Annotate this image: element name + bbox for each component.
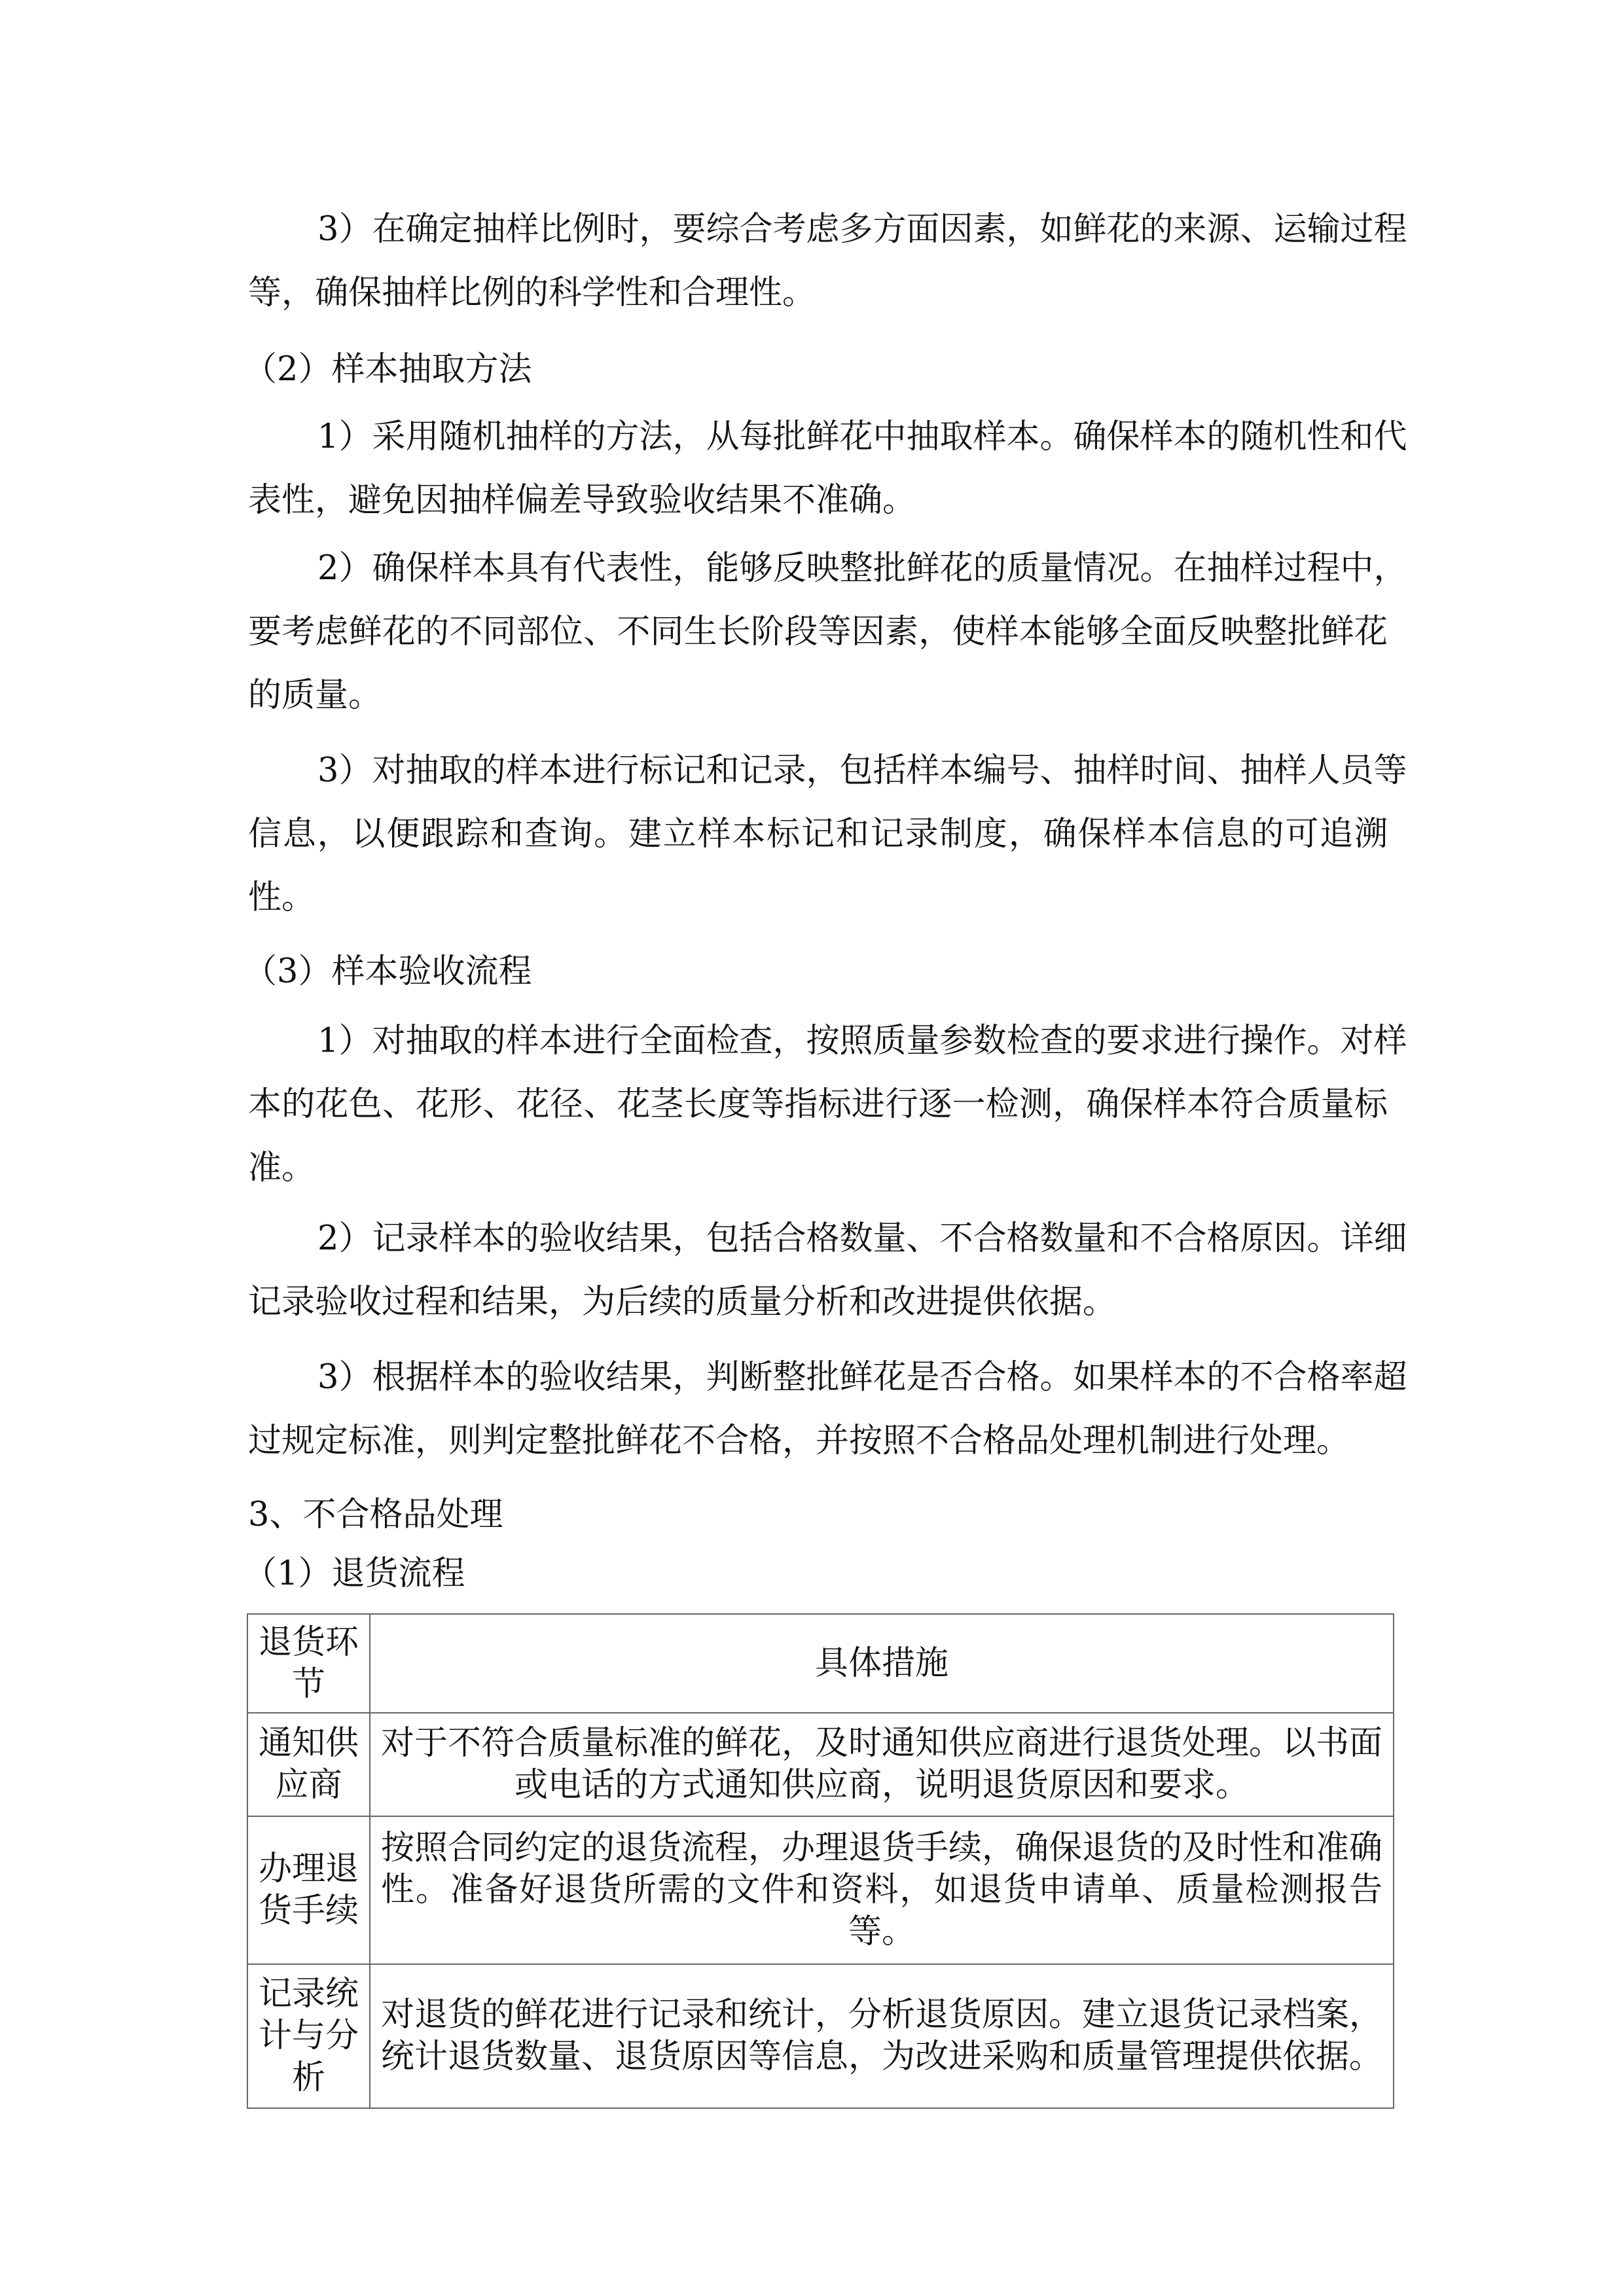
paragraph-line: 2）记录样本的验收结果，包括合格数量、不合格数量和不合格原因。详细: [317, 1219, 1407, 1258]
paragraph-line: 信息，以便跟踪和查询。建立样本标记和记录制度，确保样本信息的可追溯: [248, 815, 1388, 853]
cell-line: 对于不符合质量标准的鲜花，及时通知供应商进行退货处理。以书面: [381, 1724, 1383, 1763]
paragraph-line: 2）确保样本具有代表性，能够反映整批鲜花的质量情况。在抽样过程中，: [317, 549, 1407, 588]
cell-line: 对退货的鲜花进行记录和统计，分析退货原因。建立退货记录档案，: [381, 1996, 1383, 2034]
stage-cell: [247, 1713, 370, 1816]
paragraph-sample-marking: [248, 739, 1407, 929]
cell-line: 或电话的方式通知供应商，说明退货原因和要求。: [514, 1766, 1250, 1804]
cell-line: 通知供: [259, 1724, 359, 1763]
paragraph-judge-batch: [248, 1346, 1407, 1473]
cell-line: 统计退货数量、退货原因等信息，为改进采购和质量管理提供依据。: [381, 2037, 1383, 2076]
heading-acceptance-process: （3）样本验收流程: [244, 952, 532, 991]
cell-line: 按照合同约定的退货流程，办理退货手续，确保退货的及时性和准确: [381, 1829, 1383, 1867]
table-row: [247, 1964, 1394, 2108]
paragraph-line: 3）在确定抽样比例时，要综合考虑多方面因素，如鲜花的来源、运输过程: [317, 210, 1407, 249]
paragraph-line: 等，确保抽样比例的科学性和合理性。: [248, 274, 816, 312]
heading-sampling-method: （2）样本抽取方法: [244, 350, 532, 389]
header-measures-cell: [370, 1614, 1394, 1713]
cell-line: 具体措施: [815, 1643, 949, 1683]
paragraph-line: 1）采用随机抽样的方法，从每批鲜花中抽取样本。确保样本的随机性和代: [317, 418, 1407, 456]
return-process-table: [247, 1613, 1394, 2109]
paragraph-line: 3）对抽取的样本进行标记和记录，包括样本编号、抽样时间、抽样人员等: [317, 751, 1407, 790]
measures-cell: [370, 1816, 1394, 1964]
cell-line: 货手续: [259, 1892, 359, 1930]
cell-line: 等。: [848, 1912, 916, 1951]
paragraph-line: 的质量。: [248, 676, 382, 715]
paragraph-line: 准。: [248, 1149, 316, 1187]
cell-line: 节: [292, 1664, 326, 1704]
heading-return-process: （1）退货流程: [244, 1554, 465, 1593]
cell-line: 应商: [275, 1766, 342, 1804]
stage-cell: [247, 1964, 370, 2108]
table-row: [247, 1713, 1394, 1816]
paragraph-line: 表性，避免因抽样偏差导致验收结果不准确。: [248, 481, 916, 520]
paragraph-representative-sample: [248, 537, 1407, 727]
paragraph-line: 记录验收过程和结果，为后续的质量分析和改进提供依据。: [248, 1283, 1117, 1321]
paragraph-line: 性。: [248, 878, 316, 917]
table-header-row: [247, 1614, 1394, 1713]
cell-line: 性。准备好退货所需的文件和资料，如退货申请单、质量检测报告: [381, 1871, 1383, 1909]
paragraph-line: 1）对抽取的样本进行全面检查，按照质量参数检查的要求进行操作。对样: [317, 1022, 1407, 1060]
paragraph-line: 本的花色、花形、花径、花茎长度等指标进行逐一检测，确保样本符合质量标: [248, 1085, 1388, 1124]
cell-line: 办理退: [259, 1850, 359, 1888]
table-row: [247, 1816, 1394, 1964]
header-stage-cell: [247, 1614, 370, 1713]
heading-nonconforming: 3、不合格品处理: [248, 1496, 503, 1534]
paragraph-sampling-ratio: [248, 198, 1407, 325]
paragraph-record-results: [248, 1207, 1407, 1334]
stage-cell: [247, 1816, 370, 1964]
measures-cell: [370, 1964, 1394, 2108]
paragraph-random-sampling: [248, 405, 1407, 532]
paragraph-line: 要考虑鲜花的不同部位、不同生长阶段等因素，使样本能够全面反映整批鲜花: [248, 613, 1388, 651]
paragraph-line: 过规定标准，则判定整批鲜花不合格，并按照不合格品处理机制进行处理。: [248, 1422, 1350, 1460]
paragraph-full-inspection: [248, 1009, 1407, 1200]
measures-cell: [370, 1713, 1394, 1816]
paragraph-line: 3）根据样本的验收结果，判断整批鲜花是否合格。如果样本的不合格率超: [317, 1358, 1407, 1397]
cell-line: 计与分: [259, 2017, 359, 2055]
cell-line: 记录统: [259, 1975, 359, 2013]
cell-line: 析: [292, 2058, 326, 2097]
cell-line: 退货环: [259, 1623, 359, 1662]
